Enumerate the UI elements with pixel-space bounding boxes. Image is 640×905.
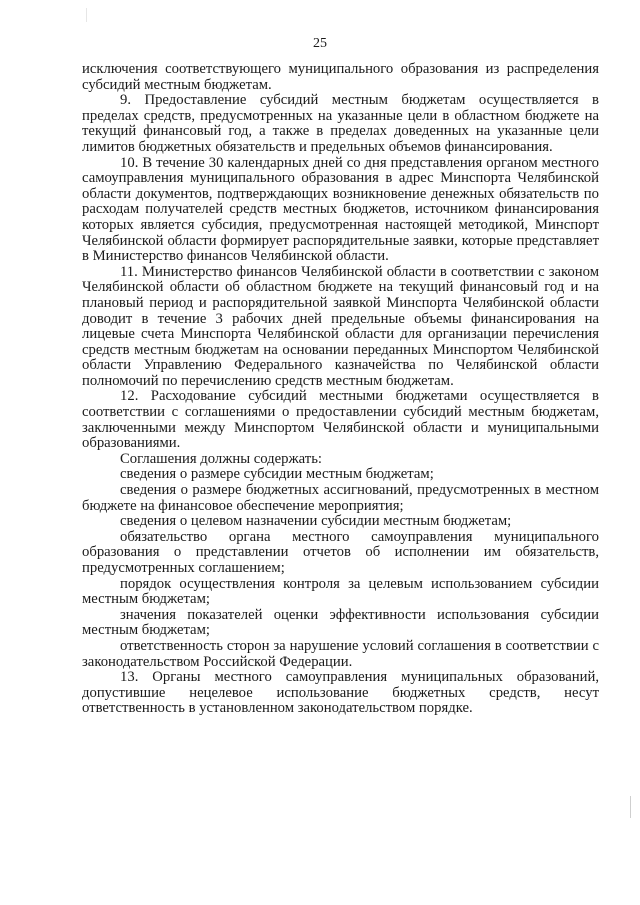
paragraph-9: 9. Предоставление субсидий местным бюджетам осуществляется в пределах средств, предусмотренных на указанные цели в областном бюджете на текущий финансовый год, а также в пределах доведенных на указанные цели лимитов бюджетных обязательств и предельных объемов финансирования. bbox=[82, 92, 599, 155]
scan-margin-mark bbox=[86, 8, 87, 22]
page-number: 25 bbox=[313, 36, 327, 51]
agreement-item-budget-allocations: сведения о размере бюджетных ассигнований, предусмотренных в местном бюджете на финансовое обеспечение мероприятия; bbox=[82, 482, 599, 514]
paragraph-13: 13. Органы местного самоуправления муниципальных образований, допустившие нецелевое использование бюджетных средств, несут ответственность в установленном законодательством порядке. bbox=[82, 669, 599, 717]
agreement-item-control: порядок осуществления контроля за целевым использованием субсидии местным бюджетам; bbox=[82, 575, 599, 608]
agreements-intro: Соглашения должны содержать: bbox=[120, 450, 323, 467]
agreement-item-liability: ответственность сторон за нарушение условий соглашения в соответствии с законодательством Российской Федерации. bbox=[82, 637, 599, 670]
paragraph-12: 12. Расходование субсидий местными бюджетами осуществляется в соответствии с соглашениями о предоставлении субсидий местным бюджетам, заключенными между Минспортом Челябинской области и муниципальными образованиями. bbox=[82, 388, 599, 452]
agreement-item-subsidy-size: сведения о размере субсидии местным бюджетам; bbox=[120, 466, 434, 483]
paragraph-continuation: исключения соответствующего муниципального образования из распределения субсидий местным бюджетам. bbox=[82, 61, 599, 93]
paragraph-10: 10. В течение 30 календарных дней со дня представления органом местного самоуправления муниципального образования в адрес Минспорта Челябинской области документов, подтверждающих возникновение денежных обязательств по расходам получателей средств местных бюджетов, источником финансирования которых является субсидия, предусмотренная настоящей методикой, Минспорт Челябинской области формирует распорядительные заявки, которые представляет в Министерство финансов Челябинской области. bbox=[82, 154, 599, 265]
agreement-item-indicators: значения показателей оценки эффективности использования субсидии местным бюджетам; bbox=[82, 606, 599, 639]
agreement-item-purpose: сведения о целевом назначении субсидии местным бюджетам; bbox=[120, 513, 512, 530]
scan-edge-mark bbox=[630, 796, 631, 818]
document-body bbox=[82, 62, 599, 717]
agreement-item-reporting: обязательство органа местного самоуправления муниципального образования о представлении отчетов об исполнении им обязательств, предусмотренных соглашением; bbox=[82, 528, 599, 576]
paragraph-11: 11. Министерство финансов Челябинской области в соответствии с законом Челябинской области об областном бюджете на текущий финансовый год и на плановый период и распорядительной заявкой Минспорта Челябинской области доводит в течение 3 рабочих дней предельные объемы финансирования на лицевые счета Минспорта Челябинской области для организации перечисления средств местным бюджетам на основании переданных Минспортом Челябинской области Управлению Федерального казначейства по Челябинской области полномочий по перечислению средств местным бюджетам. bbox=[82, 263, 599, 389]
